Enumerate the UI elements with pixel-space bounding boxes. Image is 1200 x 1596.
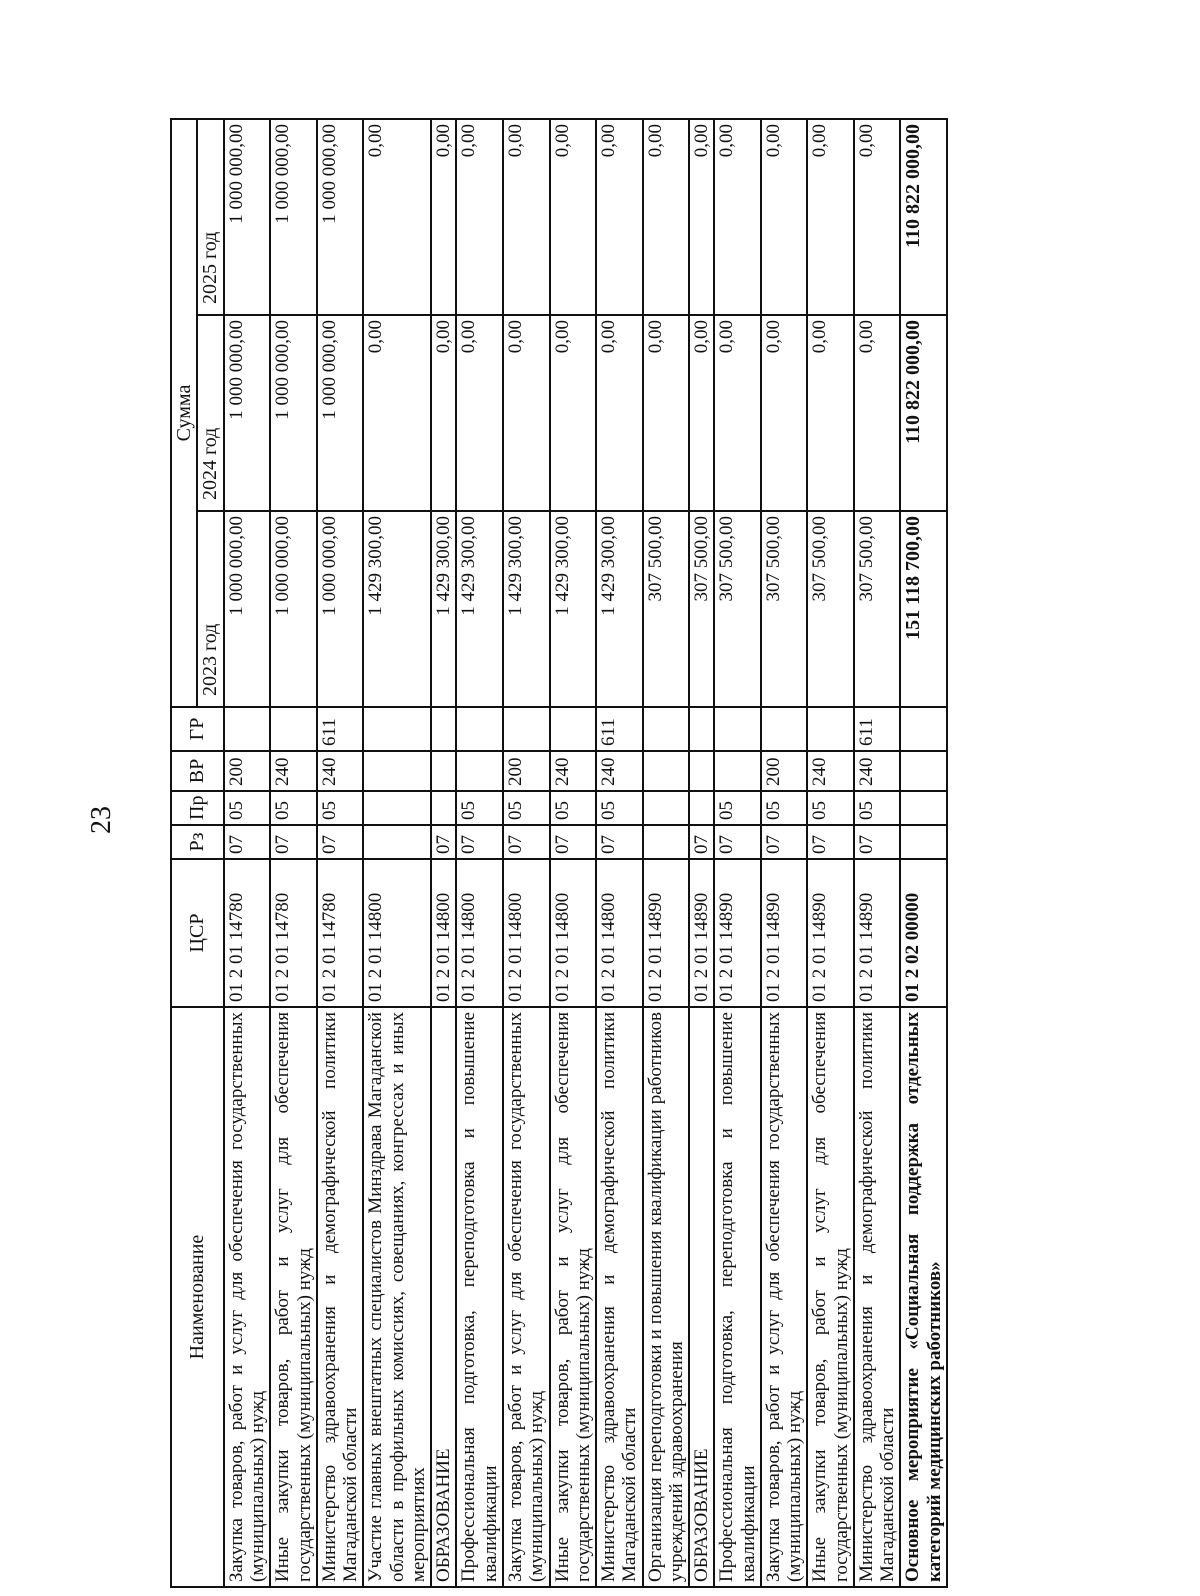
sum-2023-cell: 1 000 000,00 [317,511,364,707]
header-year-2025: 2025 год [197,119,223,315]
rz-cell: 07 [689,825,714,859]
sum-2023-cell: 1 429 300,00 [431,511,456,707]
pr-cell [431,791,456,825]
pr-cell: 05 [714,791,761,825]
name-cell: Иные закупки товаров, работ и услуг для обеспечения государственных (муниципальных) нужд [807,1007,854,1587]
csr-cell: 01 2 01 14780 [224,859,271,1007]
header-csr: ЦСР [171,859,224,1007]
table-row [456,119,503,1587]
sum-2025-cell: 0,00 [431,119,456,315]
rz-cell: 07 [456,825,503,859]
gr-cell [431,707,456,751]
sum-2025-cell: 0,00 [854,119,901,315]
table-row [550,119,597,1587]
sum-2025-cell: 0,00 [550,119,597,315]
sum-2024-cell: 0,00 [456,315,503,511]
name-cell: Закупка товаров, работ и услуг для обеспечения государственных (муниципальных) нужд [761,1007,808,1587]
name-cell: Министерство здравоохранения и демографической политики Магаданской области [317,1007,364,1587]
gr-cell: 611 [596,707,643,751]
rz-cell [900,825,947,859]
table-row [431,119,456,1587]
rz-cell: 07 [224,825,271,859]
gr-cell: 611 [317,707,364,751]
pr-cell: 05 [270,791,317,825]
sum-2024-cell: 1 000 000,00 [317,315,364,511]
name-cell: Иные закупки товаров, работ и услуг для обеспечения государственных (муниципальных) нужд [270,1007,317,1587]
vr-cell: 240 [270,751,317,791]
vr-cell [900,751,947,791]
vr-cell [363,751,431,791]
name-cell: Закупка товаров, работ и услуг для обеспечения государственных (муниципальных) нужд [503,1007,550,1587]
table-row [270,119,317,1587]
csr-cell: 01 2 01 14890 [761,859,808,1007]
sum-2024-cell: 0,00 [550,315,597,511]
name-cell: Иные закупки товаров, работ и услуг для обеспечения государственных (муниципальных) нужд [550,1007,597,1587]
name-cell: Министерство здравоохранения и демографической политики Магаданской области [854,1007,901,1587]
sum-2025-cell: 0,00 [503,119,550,315]
table-row [643,119,690,1587]
pr-cell: 05 [224,791,271,825]
csr-cell: 01 2 01 14890 [689,859,714,1007]
rz-cell: 07 [317,825,364,859]
pr-cell: 05 [317,791,364,825]
csr-cell: 01 2 02 00000 [900,859,947,1007]
csr-cell: 01 2 01 14800 [456,859,503,1007]
csr-cell: 01 2 01 14800 [596,859,643,1007]
gr-cell [807,707,854,751]
vr-cell: 200 [761,751,808,791]
pr-cell: 05 [503,791,550,825]
sum-2025-cell: 1 000 000,00 [270,119,317,315]
table-row [854,119,901,1587]
vr-cell [714,751,761,791]
gr-cell [456,707,503,751]
sum-2023-cell: 1 429 300,00 [363,511,431,707]
pr-cell: 05 [807,791,854,825]
pr-cell [363,791,431,825]
pr-cell: 05 [761,791,808,825]
csr-cell: 01 2 01 14800 [550,859,597,1007]
sum-2024-cell: 0,00 [363,315,431,511]
csr-cell: 01 2 01 14890 [714,859,761,1007]
gr-cell [270,707,317,751]
vr-cell [456,751,503,791]
rz-cell: 07 [714,825,761,859]
vr-cell [643,751,690,791]
rotated-table-container [170,118,1085,1588]
gr-cell [643,707,690,751]
header-name: Наименование [171,1007,224,1587]
pr-cell [900,791,947,825]
sum-2025-cell: 0,00 [807,119,854,315]
header-gr: ГР [171,707,224,751]
pr-cell: 05 [550,791,597,825]
vr-cell [689,751,714,791]
pr-cell: 05 [854,791,901,825]
name-cell: ОБРАЗОВАНИЕ [431,1007,456,1587]
vr-cell: 200 [224,751,271,791]
name-cell: ОБРАЗОВАНИЕ [689,1007,714,1587]
rz-cell: 07 [854,825,901,859]
rz-cell: 07 [761,825,808,859]
sum-2024-cell: 0,00 [643,315,690,511]
csr-cell: 01 2 01 14780 [317,859,364,1007]
table-row [596,119,643,1587]
table-total-row [900,119,947,1587]
rz-cell [363,825,431,859]
sum-2023-cell: 1 000 000,00 [224,511,271,707]
csr-cell: 01 2 01 14800 [363,859,431,1007]
sum-2024-cell: 0,00 [854,315,901,511]
table-row [807,119,854,1587]
csr-cell: 01 2 01 14890 [854,859,901,1007]
vr-cell: 240 [317,751,364,791]
sum-2025-cell: 0,00 [363,119,431,315]
header-year-2024: 2024 год [197,315,223,511]
sum-2025-cell: 0,00 [456,119,503,315]
header-vr: ВР [171,751,224,791]
table-row [503,119,550,1587]
csr-cell: 01 2 01 14800 [503,859,550,1007]
table-header [171,119,224,1587]
rz-cell: 07 [807,825,854,859]
gr-cell [363,707,431,751]
pr-cell: 05 [596,791,643,825]
sum-2025-cell: 0,00 [761,119,808,315]
csr-cell: 01 2 01 14890 [643,859,690,1007]
pr-cell: 05 [456,791,503,825]
vr-cell [431,751,456,791]
name-cell: Министерство здравоохранения и демографической политики Магаданской области [596,1007,643,1587]
csr-cell: 01 2 01 14800 [431,859,456,1007]
name-cell: Участие главных внештатных специалистов Минздрава Магаданской области в профильных комиссиях, совещаниях, конгрессах и иных мероприятиях [363,1007,431,1587]
sum-2024-cell: 0,00 [431,315,456,511]
rz-cell: 07 [596,825,643,859]
vr-cell: 200 [503,751,550,791]
sum-2024-cell: 110 822 000,00 [900,315,947,511]
gr-cell [503,707,550,751]
csr-cell: 01 2 01 14780 [270,859,317,1007]
csr-cell: 01 2 01 14890 [807,859,854,1007]
sum-2025-cell: 0,00 [643,119,690,315]
name-cell: Закупка товаров, работ и услуг для обеспечения государственных (муниципальных) нужд [224,1007,271,1587]
pr-cell [643,791,690,825]
gr-cell: 611 [854,707,901,751]
gr-cell [224,707,271,751]
rz-cell [643,825,690,859]
gr-cell [714,707,761,751]
sum-2024-cell: 0,00 [596,315,643,511]
pr-cell [689,791,714,825]
sum-2024-cell: 0,00 [761,315,808,511]
sum-2025-cell: 0,00 [689,119,714,315]
table-row [224,119,271,1587]
vr-cell: 240 [596,751,643,791]
sum-2023-cell: 1 429 300,00 [503,511,550,707]
sum-2023-cell: 1 429 300,00 [456,511,503,707]
header-year-2023: 2023 год [197,511,223,707]
sum-2023-cell: 1 429 300,00 [596,511,643,707]
name-cell: Профессиональная подготовка, переподготовка и повышение квалификации [456,1007,503,1587]
sum-2025-cell: 0,00 [714,119,761,315]
rz-cell: 07 [431,825,456,859]
name-cell: Организация переподготовки и повышения квалификации работников учреждений здравоохранения [643,1007,690,1587]
header-rz: Рз [171,825,224,859]
sum-2023-cell: 307 500,00 [807,511,854,707]
table-row [363,119,431,1587]
header-pr: Пр [171,791,224,825]
sum-2023-cell: 307 500,00 [761,511,808,707]
gr-cell [900,707,947,751]
sum-2023-cell: 307 500,00 [854,511,901,707]
table-row [761,119,808,1587]
sum-2024-cell: 1 000 000,00 [270,315,317,511]
name-cell: Основное мероприятие «Социальная поддержка отдельных категорий медицинских работников» [900,1007,947,1587]
sum-2025-cell: 0,00 [596,119,643,315]
sum-2024-cell: 0,00 [807,315,854,511]
header-sum: Сумма [171,119,197,707]
sum-2023-cell: 307 500,00 [714,511,761,707]
sum-2024-cell: 0,00 [503,315,550,511]
gr-cell [550,707,597,751]
rz-cell: 07 [270,825,317,859]
page-number: 23 [86,806,117,834]
sum-2023-cell: 307 500,00 [643,511,690,707]
gr-cell [761,707,808,751]
sum-2024-cell: 0,00 [714,315,761,511]
table-row [714,119,761,1587]
vr-cell: 240 [807,751,854,791]
sum-2024-cell: 1 000 000,00 [224,315,271,511]
rz-cell: 07 [550,825,597,859]
table-row [689,119,714,1587]
sum-2025-cell: 110 822 000,00 [900,119,947,315]
sum-2025-cell: 1 000 000,00 [317,119,364,315]
vr-cell: 240 [550,751,597,791]
sum-2025-cell: 1 000 000,00 [224,119,271,315]
name-cell: Профессиональная подготовка, переподготовка и повышение квалификации [714,1007,761,1587]
gr-cell [689,707,714,751]
rz-cell: 07 [503,825,550,859]
table-row [317,119,364,1587]
sum-2023-cell: 151 118 700,00 [900,511,947,707]
vr-cell: 240 [854,751,901,791]
sum-2023-cell: 1 000 000,00 [270,511,317,707]
table-body [224,119,947,1587]
sum-2023-cell: 1 429 300,00 [550,511,597,707]
sum-2023-cell: 307 500,00 [689,511,714,707]
sum-2024-cell: 0,00 [689,315,714,511]
budget-table [170,118,948,1588]
